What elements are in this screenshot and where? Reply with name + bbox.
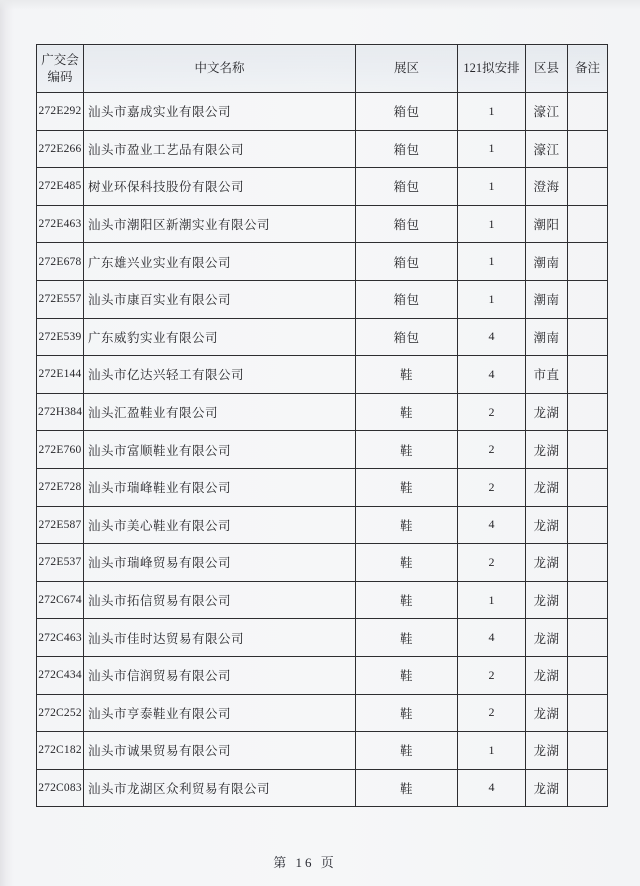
header-cell-district: 区县 xyxy=(526,45,568,93)
name-cell: 汕头市拓信贸易有限公司 xyxy=(84,581,356,619)
table-row xyxy=(37,318,608,356)
remark-cell xyxy=(568,205,608,243)
code-cell: 272E537 xyxy=(37,544,84,582)
remark-cell xyxy=(568,656,608,694)
planned-cell: 2 xyxy=(458,656,526,694)
planned-cell: 2 xyxy=(458,468,526,506)
remark-cell xyxy=(568,506,608,544)
name-cell: 广东威豹实业有限公司 xyxy=(84,318,356,356)
district-cell: 龙湖 xyxy=(526,431,568,469)
header-cell-zone: 展区 xyxy=(356,45,458,93)
name-cell: 汕头市瑞峰贸易有限公司 xyxy=(84,544,356,582)
code-cell: 272E266 xyxy=(37,130,84,168)
table-row xyxy=(37,243,608,281)
name-cell: 汕头市信润贸易有限公司 xyxy=(84,656,356,694)
table-row xyxy=(37,356,608,394)
remark-cell xyxy=(568,243,608,281)
code-cell: 272E144 xyxy=(37,356,84,394)
remark-cell xyxy=(568,393,608,431)
table-row xyxy=(37,205,608,243)
table-row xyxy=(37,393,608,431)
district-cell: 潮阳 xyxy=(526,205,568,243)
zone-cell: 鞋 xyxy=(356,769,458,807)
zone-cell: 鞋 xyxy=(356,393,458,431)
name-cell: 汕头市美心鞋业有限公司 xyxy=(84,506,356,544)
scan-edge-shading xyxy=(0,0,640,10)
district-cell: 濠江 xyxy=(526,93,568,131)
zone-cell: 鞋 xyxy=(356,694,458,732)
district-cell: 龙湖 xyxy=(526,694,568,732)
table-row xyxy=(37,506,608,544)
zone-cell: 鞋 xyxy=(356,656,458,694)
header-row xyxy=(37,45,608,93)
table-row xyxy=(37,168,608,206)
district-cell: 龙湖 xyxy=(526,581,568,619)
district-cell: 市直 xyxy=(526,356,568,394)
code-cell: 272E728 xyxy=(37,468,84,506)
table-row xyxy=(37,694,608,732)
name-cell: 汕头市康百实业有限公司 xyxy=(84,280,356,318)
district-cell: 龙湖 xyxy=(526,544,568,582)
name-cell: 汕头市盈业工艺品有限公司 xyxy=(84,130,356,168)
code-cell: 272E463 xyxy=(37,205,84,243)
zone-cell: 箱包 xyxy=(356,243,458,281)
district-cell: 龙湖 xyxy=(526,619,568,657)
remark-cell xyxy=(568,130,608,168)
district-cell: 潮南 xyxy=(526,243,568,281)
code-cell: 272H384 xyxy=(37,393,84,431)
zone-cell: 鞋 xyxy=(356,544,458,582)
table-row xyxy=(37,431,608,469)
code-cell: 272E292 xyxy=(37,93,84,131)
remark-cell xyxy=(568,168,608,206)
remark-cell xyxy=(568,732,608,770)
table-row xyxy=(37,769,608,807)
remark-cell xyxy=(568,431,608,469)
name-cell: 汕头市诚果贸易有限公司 xyxy=(84,732,356,770)
remark-cell xyxy=(568,280,608,318)
remark-cell xyxy=(568,318,608,356)
remark-cell xyxy=(568,468,608,506)
code-cell: 272C083 xyxy=(37,769,84,807)
code-cell: 272E557 xyxy=(37,280,84,318)
zone-cell: 箱包 xyxy=(356,93,458,131)
planned-cell: 1 xyxy=(458,130,526,168)
remark-cell xyxy=(568,93,608,131)
planned-cell: 1 xyxy=(458,581,526,619)
code-cell: 272C182 xyxy=(37,732,84,770)
name-cell: 树业环保科技股份有限公司 xyxy=(84,168,356,206)
name-cell: 汕头市嘉成实业有限公司 xyxy=(84,93,356,131)
table-body xyxy=(37,93,608,807)
table-row xyxy=(37,581,608,619)
remark-cell xyxy=(568,619,608,657)
planned-cell: 2 xyxy=(458,393,526,431)
name-cell: 汕头市龙湖区众利贸易有限公司 xyxy=(84,769,356,807)
name-cell: 汕头市富顺鞋业有限公司 xyxy=(84,431,356,469)
planned-cell: 4 xyxy=(458,619,526,657)
code-cell: 272C252 xyxy=(37,694,84,732)
name-cell: 汕头市潮阳区新潮实业有限公司 xyxy=(84,205,356,243)
remark-cell xyxy=(568,356,608,394)
table-row xyxy=(37,656,608,694)
planned-cell: 1 xyxy=(458,168,526,206)
zone-cell: 鞋 xyxy=(356,732,458,770)
planned-cell: 2 xyxy=(458,431,526,469)
code-cell: 272E760 xyxy=(37,431,84,469)
page-number-footer: 第 16 页 xyxy=(273,855,337,870)
table-row xyxy=(37,280,608,318)
table-row xyxy=(37,130,608,168)
code-cell: 272E678 xyxy=(37,243,84,281)
zone-cell: 鞋 xyxy=(356,581,458,619)
name-cell: 汕头市佳时达贸易有限公司 xyxy=(84,619,356,657)
header-cell-code: 广交会编码 xyxy=(37,45,84,93)
planned-cell: 4 xyxy=(458,356,526,394)
zone-cell: 箱包 xyxy=(356,168,458,206)
code-cell: 272C674 xyxy=(37,581,84,619)
table-row xyxy=(37,93,608,131)
district-cell: 潮南 xyxy=(526,280,568,318)
remark-cell xyxy=(568,694,608,732)
district-cell: 龙湖 xyxy=(526,468,568,506)
code-cell: 272E587 xyxy=(37,506,84,544)
code-cell: 272C463 xyxy=(37,619,84,657)
header-cell-planned: 121拟安排 xyxy=(458,45,526,93)
planned-cell: 2 xyxy=(458,694,526,732)
planned-cell: 2 xyxy=(458,544,526,582)
zone-cell: 箱包 xyxy=(356,205,458,243)
table-row xyxy=(37,468,608,506)
district-cell: 澄海 xyxy=(526,168,568,206)
planned-cell: 1 xyxy=(458,243,526,281)
name-cell: 汕头汇盈鞋业有限公司 xyxy=(84,393,356,431)
planned-cell: 1 xyxy=(458,205,526,243)
district-cell: 龙湖 xyxy=(526,656,568,694)
name-cell: 汕头市亨泰鞋业有限公司 xyxy=(84,694,356,732)
code-cell: 272E485 xyxy=(37,168,84,206)
code-cell: 272E539 xyxy=(37,318,84,356)
planned-cell: 1 xyxy=(458,732,526,770)
zone-cell: 箱包 xyxy=(356,280,458,318)
remark-cell xyxy=(568,544,608,582)
exhibitor-table xyxy=(36,44,608,807)
zone-cell: 鞋 xyxy=(356,356,458,394)
district-cell: 潮南 xyxy=(526,318,568,356)
zone-cell: 箱包 xyxy=(356,130,458,168)
planned-cell: 4 xyxy=(458,769,526,807)
table-header xyxy=(37,45,608,93)
name-cell: 广东雄兴业实业有限公司 xyxy=(84,243,356,281)
zone-cell: 鞋 xyxy=(356,431,458,469)
name-cell: 汕头市亿达兴轻工有限公司 xyxy=(84,356,356,394)
header-cell-name: 中文名称 xyxy=(84,45,356,93)
zone-cell: 鞋 xyxy=(356,619,458,657)
name-cell: 汕头市瑞峰鞋业有限公司 xyxy=(84,468,356,506)
planned-cell: 1 xyxy=(458,280,526,318)
district-cell: 龙湖 xyxy=(526,506,568,544)
remark-cell xyxy=(568,581,608,619)
zone-cell: 鞋 xyxy=(356,506,458,544)
table-row xyxy=(37,619,608,657)
zone-cell: 鞋 xyxy=(356,468,458,506)
planned-cell: 1 xyxy=(458,93,526,131)
table-row xyxy=(37,732,608,770)
zone-cell: 箱包 xyxy=(356,318,458,356)
district-cell: 龙湖 xyxy=(526,769,568,807)
table-row xyxy=(37,544,608,582)
planned-cell: 4 xyxy=(458,318,526,356)
planned-cell: 4 xyxy=(458,506,526,544)
district-cell: 龙湖 xyxy=(526,732,568,770)
district-cell: 龙湖 xyxy=(526,393,568,431)
header-cell-remark: 备注 xyxy=(568,45,608,93)
code-cell: 272C434 xyxy=(37,656,84,694)
remark-cell xyxy=(568,769,608,807)
district-cell: 濠江 xyxy=(526,130,568,168)
